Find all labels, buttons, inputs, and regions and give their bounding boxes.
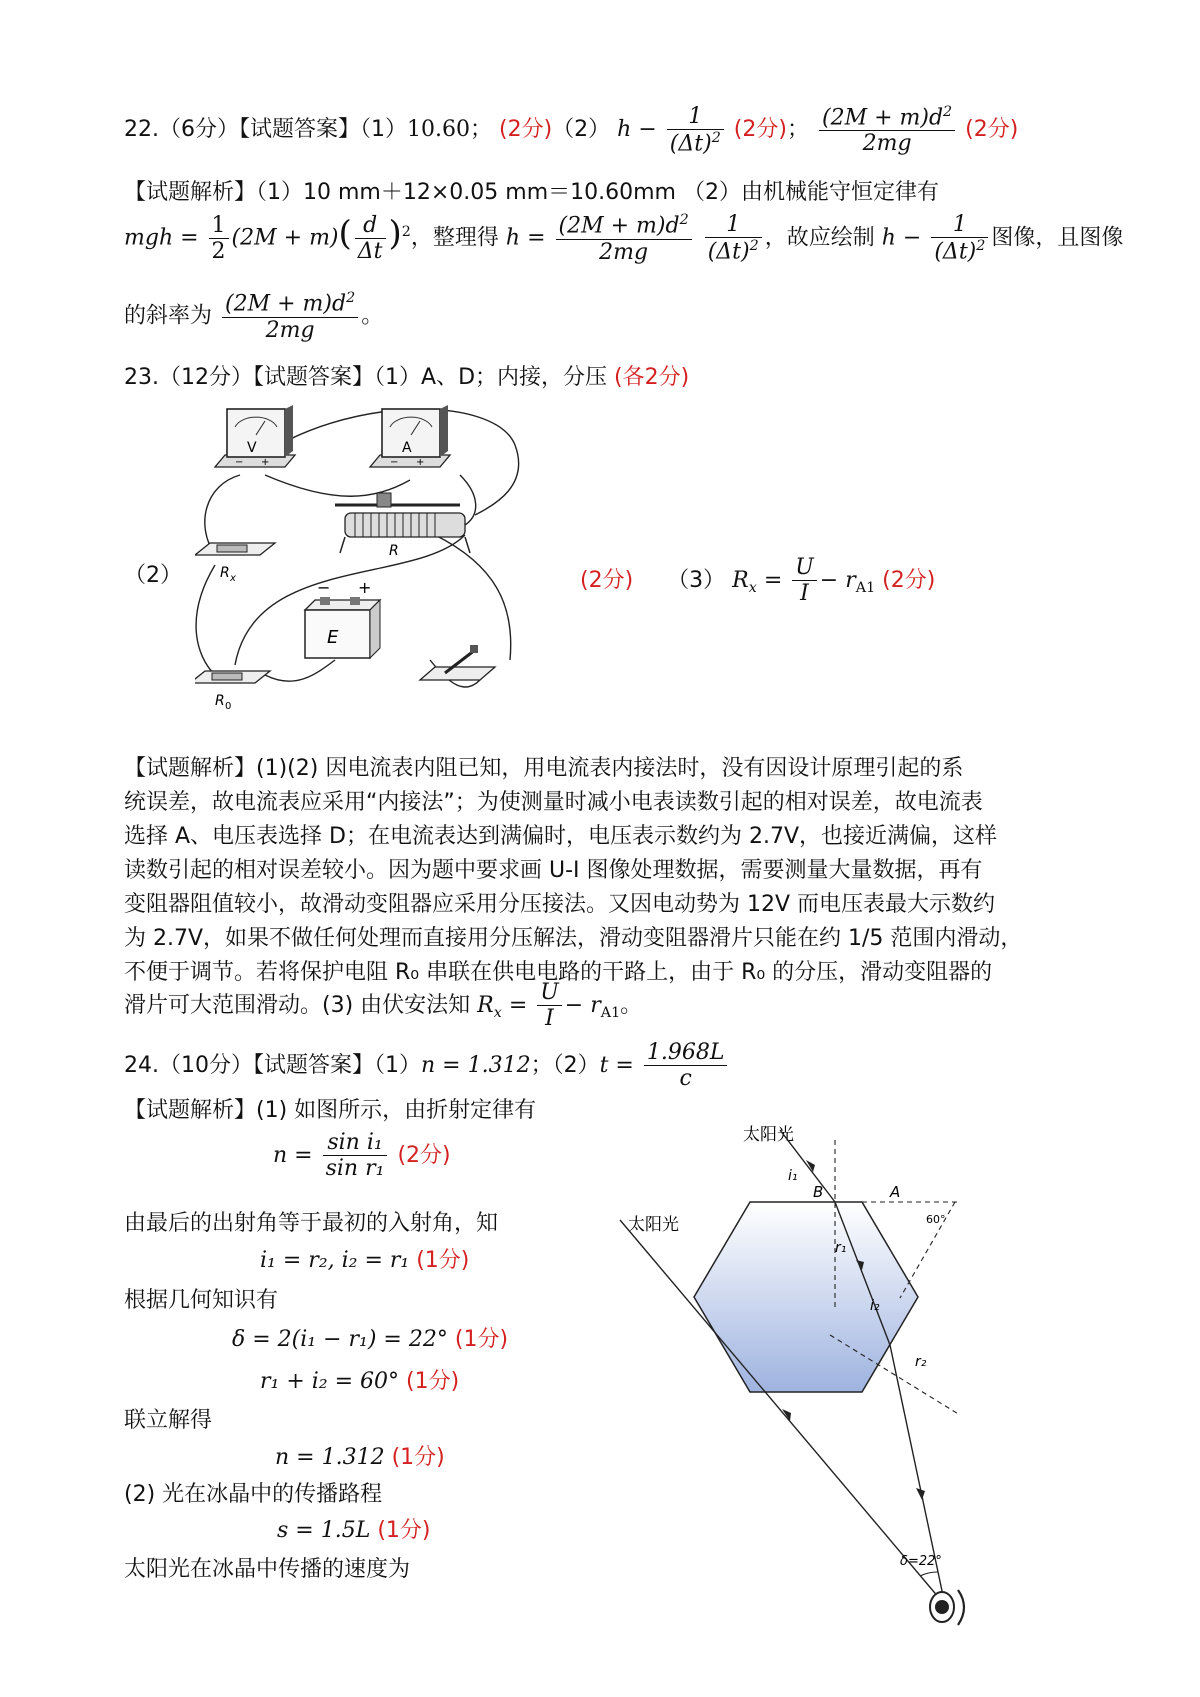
svg-text:+: +: [416, 457, 425, 468]
q22-part2-den: $(\Delta t)^2$: [669, 129, 721, 157]
voltmeter: [215, 405, 295, 468]
q22-equation-line: mgh = $\frac{1}{2}$ (2M + m)( $\frac{d}{\Delta t}$ )$^2$，整理得 h = $\frac{(2M + m)d^2}{2mg}$ $\frac{1}{(\Delta t)^2}$ ，故应绘制 h − $\frac{1}{(\Delta t)^2}$ 图像，且图像: [124, 212, 1124, 265]
q24-text3: 根据几何知识有: [124, 1288, 279, 1313]
q23-answer-line: [124, 360, 689, 391]
q22-eq-h: h =: [505, 225, 546, 251]
wire-rx-to-r0: [196, 565, 215, 675]
q22-eq-plot-head: h −: [881, 225, 922, 251]
q24-eq2: i₁ = r₂, i₂ = r₁ (1分): [260, 1248, 470, 1273]
q24-eq6: s = 1.5L (1分): [277, 1518, 431, 1543]
q22-slope-line: [124, 290, 383, 343]
q24-n-value: n = 1.312: [421, 1052, 531, 1078]
delta-label: δ=22°: [900, 1554, 942, 1569]
svg-text:+: +: [261, 457, 270, 468]
q24-sep: ；（2）: [530, 1052, 600, 1078]
i2-label: i₂: [870, 1298, 880, 1314]
svg-text:−: −: [390, 457, 399, 468]
r1-label: r₁: [835, 1240, 847, 1256]
q23-last-frac: $\frac{U}{I}$: [537, 980, 562, 1032]
q22-analysis-line1: [124, 175, 939, 206]
q22-part2-fraction: [667, 104, 724, 157]
resistor-r0: [195, 671, 270, 712]
q23-part2-score: (2分): [580, 567, 634, 593]
q22-eq-plotfrac: $\frac{1}{(\Delta t)^2}$: [931, 212, 988, 265]
q22-part2-label: （2）: [552, 117, 611, 142]
q22-part2-score: (2分): [733, 117, 787, 142]
q24-eq5: n = 1.312 (1分): [275, 1445, 445, 1470]
q22-answer-tag: 【试题答案】: [239, 117, 361, 142]
ice-crystal-hexagon: [694, 1202, 918, 1392]
q24-eq6-score: (1分): [377, 1518, 431, 1543]
q22-eq-onefrac: $\frac{1}{(\Delta t)^2}$: [705, 212, 762, 265]
q24-t-lhs: t =: [599, 1052, 634, 1078]
q22-eq-mid: (2M + m): [231, 225, 339, 251]
r0-label: R: [215, 693, 225, 709]
ammeter: [370, 405, 450, 468]
q22-part3-fraction: [819, 104, 955, 157]
ammeter-label: A: [402, 440, 412, 456]
q22-part1-value: 10.60；: [407, 117, 492, 142]
svg-text:x: x: [230, 573, 236, 584]
q23-analysis-line: 选择 A、电压表选择 D；在电流表达到满偏时，电压表示数约为 2.7V，也接近满偏，这样: [124, 824, 998, 849]
q23-part2-label: （2）: [124, 563, 182, 588]
q22-slope-end: 。: [361, 303, 384, 329]
rheostat-r: [335, 493, 470, 559]
r2-label: r₂: [915, 1354, 927, 1370]
q23-part1: （1）A、D；内接，分压: [374, 365, 608, 390]
label-b: B: [813, 1183, 824, 1201]
label-a: A: [890, 1183, 901, 1201]
q23-part3-score: (2分): [882, 567, 936, 593]
q24-eq4-score: (1分): [406, 1369, 460, 1394]
q22-part3-score: (2分): [965, 117, 1019, 142]
q22-answer-line: [124, 100, 1018, 160]
battery-minus: −: [317, 578, 331, 597]
q23-analysis-line: 读数引起的相对误差较小。因为题中要求画 U-I 图像处理数据，需要测量大量数据，再有: [124, 858, 983, 883]
q22-eq-lhs: mgh =: [124, 225, 199, 251]
q23-analysis-line: 统误差，故电流表应采用“内接法”；为使测量时减小电表读数引起的相对误差，故电流表: [124, 790, 983, 815]
q23-analysis-line: 为 2.7V，如果不做任何处理而直接用分压解法，滑动变阻器滑片只能在约 1/5 范围内滑动，: [124, 926, 1023, 951]
sunlight-label-1: 太阳光: [743, 1125, 794, 1145]
q23-part1-score: (各2分): [614, 365, 690, 390]
sunlight-label-2: 太阳光: [628, 1215, 679, 1235]
q24-eq4: r₁ + i₂ = 60° (1分): [260, 1369, 460, 1394]
q24-text4: 联立解得: [124, 1408, 213, 1433]
i1-label: i₁: [788, 1168, 798, 1184]
q22-score: （6分）: [159, 117, 239, 142]
q22-eq-text1: ，整理得: [410, 225, 499, 251]
q22-eq-text2: ，故应绘制: [764, 225, 875, 251]
q24-eq1-score: (2分): [397, 1142, 451, 1168]
eye-icon: [930, 1590, 964, 1625]
q23-analysis-line: 变阻器阻值较小，故滑动变阻器应采用分压接法。又因电动势为 12V 而电压表最大示数约: [124, 892, 996, 917]
q22-slope-frac: $\frac{(2M + m)d^2}{2mg}$: [222, 290, 358, 343]
refraction-diagram: [600, 1110, 1080, 1650]
q23-analysis-paragraph: [124, 752, 1044, 990]
rx-label: R: [220, 565, 230, 581]
q24-eq3-score: (1分): [454, 1327, 509, 1352]
q23-analysis-line: 【试题解析】(1)(2) 因电流表内阻已知，用电流表内接法时，没有因设计原理引起的系: [124, 756, 964, 781]
battery: [305, 578, 380, 658]
q23-last-line: 滑片可大范围滑动。(3) 由伏安法知 $R_x$ = $\frac{U}{I}$ − $r_{A1}$。: [124, 980, 643, 1032]
voltmeter-label: V: [247, 440, 257, 456]
q22-part1-score: (2分): [499, 117, 553, 142]
battery-plus: +: [358, 578, 372, 597]
q22-slope-text: 的斜率为: [124, 303, 213, 329]
q22-part1-label: （1）: [360, 117, 408, 142]
q23-last-text: 滑片可大范围滑动。(3) 由伏安法知: [124, 992, 471, 1018]
q24-part1: （1）: [374, 1052, 422, 1078]
q23-number: 23.: [124, 365, 159, 390]
q24-eq3: δ = 2(i₁ − r₁) = 22° (1分): [232, 1327, 509, 1352]
q22-eq-text3: 图像，且图像: [991, 225, 1124, 251]
incident-ray: [780, 1130, 835, 1202]
q22-eq-ffrac: $\frac{(2M + m)d^2}{2mg}$: [556, 212, 692, 265]
wire-r-to-switch: [435, 535, 511, 660]
q22-sep: ；: [786, 117, 809, 142]
q22-part2-num: 1: [667, 104, 724, 130]
battery-label: E: [327, 627, 339, 648]
q24-number: 24.: [124, 1052, 159, 1078]
q24-eq2-score: (1分): [416, 1248, 470, 1273]
r-label: R: [389, 543, 399, 559]
q24-analysis-intro: 【试题解析】(1) 如图所示，由折射定律有: [124, 1098, 537, 1123]
q23-part2-score-line: (2分) （3） $R_x$ = $\frac{U}{I}$ − $r_{A1}$ (2分): [580, 555, 936, 607]
q24-eq1-frac: $\frac{\text{sin i₁}}{\text{sin r₁}}$: [323, 1130, 388, 1182]
q24-eq5-score: (1分): [391, 1445, 445, 1470]
q22-part3-den: 2mg: [862, 131, 912, 157]
q24-score: （10分）: [159, 1052, 253, 1078]
q22-eq-half: $\frac{1}{2}$: [209, 213, 229, 265]
q22-part2-expr: h −: [617, 117, 657, 142]
q23-answer-tag: 【试题答案】: [253, 365, 375, 390]
q23-part3-label: （3）: [667, 567, 726, 593]
q23-part3-frac: $\frac{U}{I}$: [792, 555, 817, 607]
resistor-rx: [195, 543, 275, 584]
q23-part3-lhs: R: [732, 567, 749, 593]
q24-text2: 由最后的出射角等于最初的入射角，知: [124, 1211, 499, 1236]
q24-text6: 太阳光在冰晶中传播的速度为: [124, 1557, 411, 1582]
q24-answer-tag: 【试题答案】: [253, 1052, 375, 1078]
q22-analysis-tag: 【试题解析】: [124, 180, 257, 205]
q22-part3-num: $(2M + m)d^2$: [819, 104, 955, 132]
q23-part3-r: − r: [819, 567, 856, 593]
circuit-diagram: [195, 405, 545, 735]
q22-number: 22.: [124, 117, 159, 142]
angle-60-label: 60°: [926, 1213, 946, 1226]
q23-analysis-line: 不便于调节。若将保护电阻 R₀ 串联在供电电路的干路上，由于 R₀ 的分压，滑动变阻器的: [124, 960, 993, 985]
q22-eq-dfrac: $\frac{d}{\Delta t}$: [355, 213, 386, 265]
q24-text5: (2) 光在冰晶中的传播路程: [124, 1482, 383, 1507]
q23-score: （12分）: [159, 365, 253, 390]
svg-text:0: 0: [225, 701, 232, 712]
q22-analysis-text: （1）10 mm＋12×0.05 mm＝10.60mm （2）由机械能守恒定律有: [256, 180, 939, 205]
svg-text:−: −: [235, 457, 244, 468]
q24-eq1: n = $\frac{\text{sin i₁}}{\text{sin r₁}}$ (2分): [273, 1130, 451, 1182]
q24-t-frac: $\frac{1.968L}{c}$: [644, 1040, 728, 1092]
q24-answer-line: [124, 1040, 730, 1092]
